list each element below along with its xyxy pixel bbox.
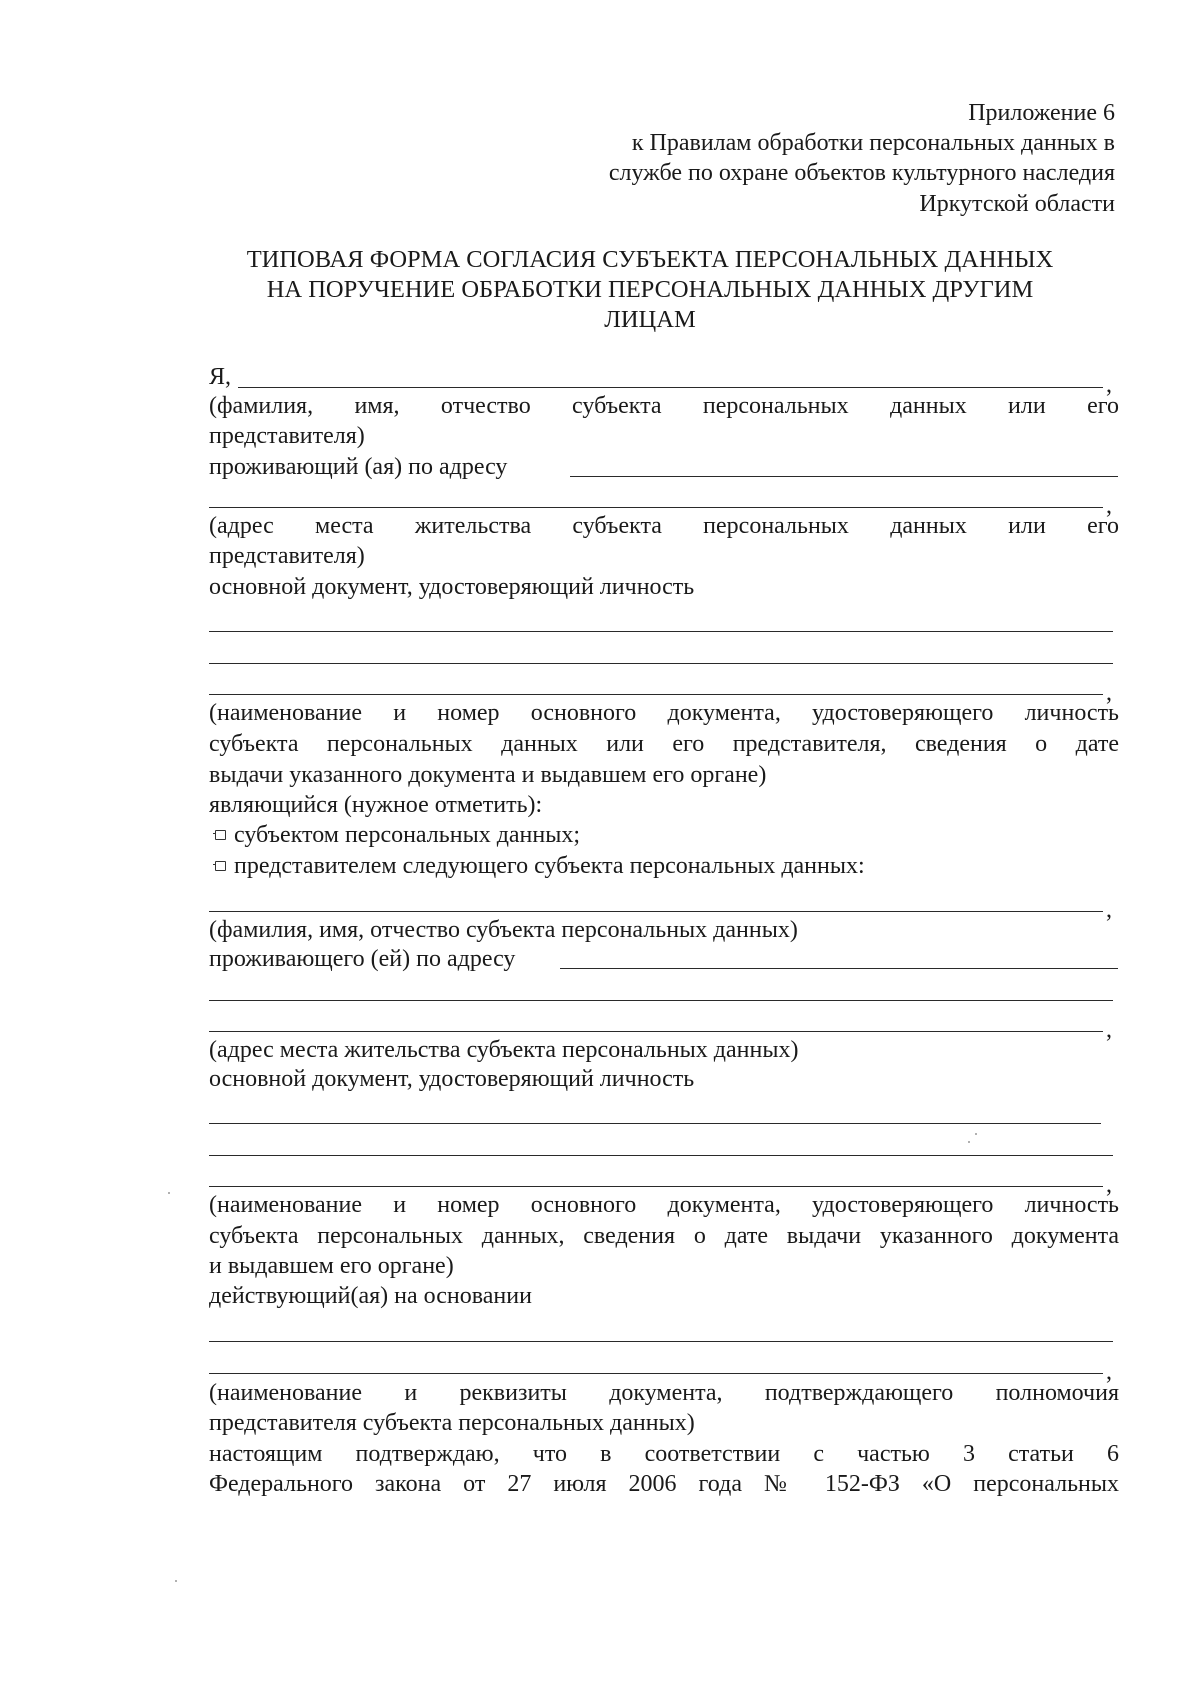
hint-authority-1: (наименование и реквизиты документа, подтверждающего полномочия (209, 1380, 1119, 1406)
appendix-ref-line-2: службе по охране объектов культурного наследия (608, 160, 1115, 186)
comma: , (1106, 1172, 1112, 1198)
scan-speck (175, 1580, 177, 1582)
hint-doc-subject-2: субъекта персональных данных, сведения о дате выдачи указанного документа (209, 1223, 1119, 1249)
address-subject-line-2[interactable] (209, 1000, 1113, 1001)
id-doc-subject-line-3[interactable] (209, 1186, 1103, 1187)
being-label: являющийся (нужное отметить): (209, 792, 543, 818)
comma: , (1106, 372, 1112, 398)
scan-speck (168, 1192, 170, 1194)
comma: , (1106, 1359, 1112, 1385)
hint-address-representative-cont: представителя) (209, 543, 365, 569)
id-doc-subject-line-1[interactable] (209, 1123, 1101, 1124)
fio-subject-line[interactable] (209, 911, 1103, 912)
id-doc-representative-line-2[interactable] (209, 663, 1113, 664)
checkbox-subject[interactable] (215, 830, 226, 840)
residing-subject-label: проживающего (ей) по адресу (209, 946, 516, 972)
comma: , (1106, 680, 1112, 706)
hint-doc-representative-2: субъекта персональных данных или его представителя, сведения о дате (209, 731, 1119, 757)
residing-label: проживающий (ая) по адресу (209, 454, 508, 480)
comma: , (1106, 1017, 1112, 1043)
form-title-line-1: ТИПОВАЯ ФОРМА СОГЛАСИЯ СУБЪЕКТА ПЕРСОНАЛЬНЫХ ДАННЫХ (246, 246, 1054, 273)
appendix-ref-line-3: Иркутской области (919, 191, 1115, 217)
hint-address-subject: (адрес места жительства субъекта персональных данных) (209, 1037, 799, 1063)
fio-representative-line[interactable] (238, 387, 1103, 388)
checkbox-representative[interactable] (215, 861, 226, 871)
hint-fio-representative-cont: представителя) (209, 423, 365, 449)
hint-doc-representative-1: (наименование и номер основного документа, удостоверяющего личность (209, 700, 1119, 726)
appendix-ref-line-1: к Правилам обработки персональных данных в (631, 130, 1115, 156)
id-doc-representative-line-3[interactable] (209, 694, 1103, 695)
scan-speck (968, 1141, 970, 1143)
hint-authority-2: представителя субъекта персональных данных) (209, 1410, 695, 1436)
scan-speck (975, 1133, 977, 1135)
acting-label: действующий(ая) на основании (209, 1283, 532, 1309)
authority-line-1[interactable] (209, 1341, 1113, 1342)
hint-doc-representative-3: выдачи указанного документа и выдавшем его органе) (209, 762, 767, 788)
form-title-line-3: ЛИЦАМ (604, 306, 696, 333)
comma: , (1106, 897, 1112, 923)
confirm-text-2: Федерального закона от 27 июля 2006 года № 152-ФЗ «О персональных (209, 1471, 1119, 1497)
hint-doc-subject-1: (наименование и номер основного документа, удостоверяющего личность (209, 1192, 1119, 1218)
id-doc-subject-label: основной документ, удостоверяющий личность (209, 1066, 695, 1092)
hint-address-representative: (адрес места жительства субъекта персональных данных или его (209, 513, 1119, 539)
address-representative-line-1[interactable] (570, 476, 1118, 477)
hint-fio-representative: (фамилия, имя, отчество субъекта персональных данных или его (209, 393, 1119, 419)
comma: , (1106, 493, 1112, 519)
option-subject: субъектом персональных данных; (234, 822, 581, 848)
id-doc-representative-line-1[interactable] (209, 631, 1113, 632)
form-title-line-2: НА ПОРУЧЕНИЕ ОБРАБОТКИ ПЕРСОНАЛЬНЫХ ДАННЫХ ДРУГИМ (266, 276, 1034, 303)
address-representative-line-2[interactable] (209, 507, 1103, 508)
authority-line-2[interactable] (209, 1373, 1103, 1374)
id-doc-label: основной документ, удостоверяющий личность (209, 574, 695, 600)
hint-fio-subject: (фамилия, имя, отчество субъекта персональных данных) (209, 917, 798, 943)
hint-doc-subject-3: и выдавшем его органе) (209, 1253, 454, 1279)
option-representative: представителем следующего субъекта персональных данных: (234, 853, 865, 879)
address-subject-line-3[interactable] (209, 1031, 1103, 1032)
appendix-number: Приложение 6 (968, 100, 1115, 126)
address-subject-line-1[interactable] (560, 968, 1118, 969)
i-label: Я, (209, 364, 232, 390)
confirm-text-1: настоящим подтверждаю, что в соответствии с частью 3 статьи 6 (209, 1441, 1119, 1467)
id-doc-subject-line-2[interactable] (209, 1155, 1113, 1156)
